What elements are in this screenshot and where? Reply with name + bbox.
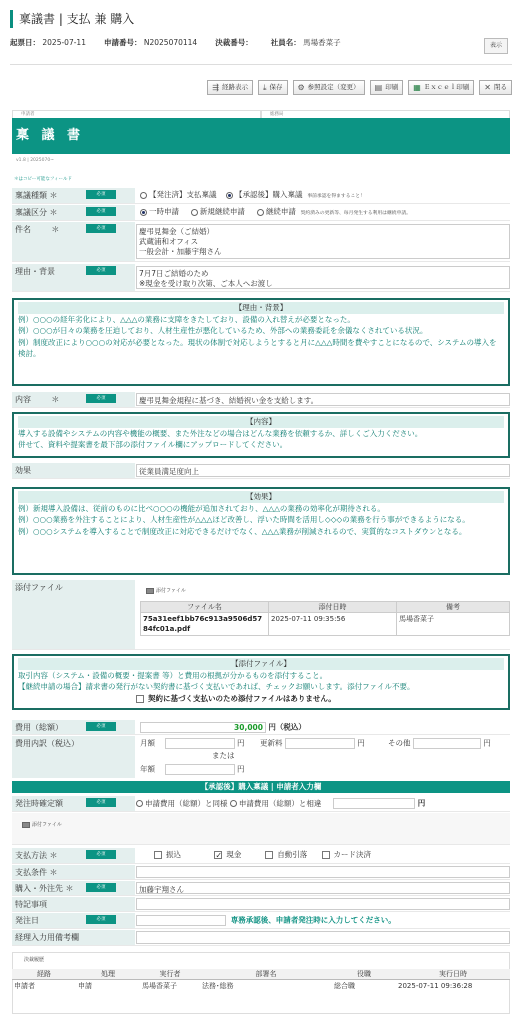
cost-label-text: 費用（総額） [15, 723, 63, 732]
radio-icon [230, 800, 237, 807]
reason-line-2: ※現金を受け取り次第、ご本人へお渡し [139, 279, 273, 288]
orderdate-input[interactable] [136, 915, 226, 926]
history-table [12, 969, 510, 992]
no-attach-label: 契約に基づく支払いのため添付ファイルはありません。 [148, 693, 336, 703]
payment-card[interactable] [322, 850, 372, 859]
guide-content [12, 412, 510, 458]
guide-effect-line: 例）○○○業務を外注することにより、人材生産性が△△△ほど改善し、浮いた時間を活用し◇◇◇の業務を行う事ができるようになる。 [18, 515, 470, 524]
print-label: 印刷 [385, 83, 399, 91]
history-cell: 申請者 [14, 981, 35, 990]
guide-content-line: 導入する設備やシステムの内容や機能の概要、また外注などの場合はどんな業務を依頼するか、詳しくご入力ください。 [18, 428, 423, 438]
radio-selected-icon [140, 209, 147, 216]
acct-field[interactable] [136, 930, 510, 945]
payment-label-text: 支払方法 ＊ [15, 851, 58, 860]
order-amount-input[interactable] [333, 798, 415, 809]
special-label [12, 897, 136, 911]
order-radio-2[interactable] [230, 799, 322, 808]
order-opt1-label: 申請費用（総額）と同様 [145, 798, 228, 808]
checkbox-checked-icon: ✓ [215, 851, 223, 860]
flow-icon: ⇶ [212, 83, 219, 92]
required-badge: 必須 [86, 190, 116, 199]
history-cell: 法務･総務 [202, 981, 234, 990]
required-badge: 必須 [86, 722, 116, 731]
required-badge: 必須 [86, 266, 116, 275]
row-reason [12, 264, 510, 292]
vendor-value: 加藤宇翔さん [136, 882, 510, 894]
required-badge: 必須 [86, 883, 116, 892]
order-attach-label: 添付ファイル [32, 822, 62, 828]
radio-icon [136, 800, 143, 807]
payment-c4-label: カード決済 [333, 850, 372, 859]
app-no-value: N2025070114 [143, 38, 198, 47]
row-order-amount [12, 796, 510, 812]
other-input[interactable] [413, 738, 481, 749]
kind-radio-1[interactable] [140, 190, 217, 199]
div-radio-1[interactable] [140, 207, 179, 216]
settings-label: 参照設定（変更） [307, 83, 360, 91]
payment-c1-label: 振込 [166, 850, 181, 859]
file-table [140, 601, 510, 636]
history-col: 実行日時 [396, 969, 510, 980]
subject-label-text: 件名 [15, 225, 31, 234]
order-attach-button[interactable] [22, 821, 62, 828]
effect-value: 従業員満足度向上 [136, 464, 510, 477]
history-col: 役職 [332, 969, 396, 980]
special-field[interactable] [136, 897, 510, 911]
row-effect [12, 463, 510, 479]
excel-label: Ｅｘｃｅｌ印刷 [423, 83, 470, 91]
orderdate-label [12, 913, 136, 928]
yen-label: 円 [236, 738, 245, 748]
approval-col-general: 総務局 [261, 110, 510, 118]
kind-options [136, 188, 510, 203]
order-opt2-label: 申請費用（総額）と相違 [238, 798, 322, 808]
radio-selected-icon [226, 192, 233, 199]
history-col: 実行者 [140, 969, 200, 980]
div-options [136, 205, 510, 220]
form-banner: 稟 議 書 [12, 118, 510, 154]
content-label: 内容 ＊ 必須 [12, 392, 136, 407]
required-badge: 必須 [86, 394, 116, 403]
div-hint: 契約済みの更新等、毎月発生する利用は継続申請。 [300, 211, 411, 216]
monthly-group [140, 738, 244, 749]
terms-field[interactable] [136, 865, 510, 879]
row-terms [12, 865, 510, 880]
guide-attach [12, 654, 510, 710]
div-opt3-label: 継続申請 [265, 207, 296, 216]
yen-label: 円 [483, 738, 491, 748]
row-order-attach [12, 813, 510, 845]
order-label-text: 発注時確定額 [15, 799, 63, 808]
required-badge: 必須 [86, 915, 116, 924]
kind-label-text: 稟議種類 ＊ [15, 191, 58, 200]
required-badge: 必須 [86, 207, 116, 216]
row-content [12, 392, 510, 408]
subject-label: 件名 ＊ 必須 [12, 222, 136, 261]
breakdown-label [12, 736, 136, 778]
content-value: 慶弔見舞金規程に基づき、結婚祝い金を支給します。 [136, 393, 510, 406]
row-payment [12, 848, 510, 864]
yearly-group [140, 764, 244, 775]
kind-hint: 事前承認を得ますること！ [307, 194, 365, 199]
checkbox-icon [265, 851, 273, 859]
excel-print-button[interactable] [408, 80, 474, 95]
special-label-text: 特記事項 [15, 900, 47, 909]
effect-label [12, 463, 136, 478]
acct-label [12, 930, 136, 945]
history-col: 処理 [76, 969, 140, 980]
attach-icon [22, 822, 30, 828]
div-label-text: 稟議区分 ＊ [15, 208, 58, 217]
subject-line-2: 武蔵浦和オフィス [139, 237, 199, 246]
table-row [12, 980, 510, 992]
file-name-2: 84fc01a.pdf [143, 625, 191, 633]
row-cost [12, 720, 510, 735]
reason-label-text: 理由・背景 [15, 267, 55, 276]
guide-content-head: 【内容】 [18, 416, 504, 428]
reason-field[interactable] [136, 264, 510, 291]
div-radio-3[interactable] [257, 207, 296, 216]
row-breakdown [12, 736, 510, 778]
display-button[interactable]: 表示 [484, 38, 508, 54]
renew-group [260, 738, 365, 749]
route-button[interactable] [207, 80, 253, 95]
route-label: 経路表示 [221, 83, 248, 91]
cost-unit: 円（税込） [268, 722, 306, 732]
history-cell: 申請 [78, 981, 92, 990]
history-cell: 2025-07-11 09:36:28 [398, 981, 473, 990]
row-subject [12, 222, 510, 262]
employee-label: 社員名： [270, 38, 301, 47]
vendor-label-text: 購入・外注先 ＊ [15, 884, 74, 893]
other-label: その他 [388, 738, 411, 748]
approval-col-applicant: 申請者 [12, 110, 261, 118]
div-radio-2[interactable] [191, 207, 245, 216]
file-col-name: ファイル名 [141, 602, 269, 613]
kind-opt2-label: 【承認後】購入稟議 [235, 190, 303, 199]
row-division [12, 205, 510, 221]
header-meta [10, 38, 430, 48]
copy-note: ＊はコピー可能なフィールド [14, 177, 72, 182]
row-vendor [12, 881, 510, 896]
terms-label-text: 支払条件 ＊ [15, 868, 58, 877]
file-col-note: 備考 [397, 602, 510, 613]
reason-label [12, 264, 136, 291]
print-icon: ▤ [374, 83, 383, 92]
guide-attach-line: 取引内容（システム・設備の概要・提案書 等）と費用の根拠が分かるものを添付すること。 [18, 670, 328, 680]
content-field[interactable] [136, 392, 510, 407]
history-col: 経路 [12, 969, 76, 980]
effect-label-text: 効果 [15, 466, 31, 475]
settings-button[interactable] [293, 80, 365, 95]
checkbox-icon [136, 695, 144, 703]
file-date-cell: 2025-07-11 09:35:56 [269, 613, 397, 636]
cost-input[interactable]: 30,000 [140, 722, 266, 733]
yen-label: 円 [236, 764, 245, 774]
required-badge: 必須 [86, 798, 116, 807]
payment-cash[interactable] [214, 850, 241, 859]
toolbar [170, 80, 512, 95]
effect-field[interactable] [136, 463, 510, 478]
required-badge: 必須 [86, 850, 116, 859]
acct-label-text: 経理入力用備考欄 [15, 933, 79, 942]
row-acct [12, 930, 510, 946]
subject-line-3: 一般会計・加藤宇翔さん [139, 247, 222, 256]
history-cell: 馬場香菜子 [142, 981, 177, 990]
orderdate-hint: 専務承認後、申請者発注時に入力してください。 [230, 915, 396, 925]
file-note-cell: 馬場香菜子 [397, 613, 510, 636]
history-col: 部署名 [200, 969, 332, 980]
guide-reason-line: 例）○○○の経年劣化により、△△△の業務に支障をきたしており、設備の入れ替えが必要となった。 [18, 314, 355, 324]
orderdate-label-text: 発注日 [15, 916, 39, 925]
radio-icon [140, 192, 147, 199]
close-button[interactable] [479, 80, 512, 95]
order-radio-1[interactable] [136, 799, 228, 808]
approval-header [12, 110, 510, 118]
yen-label: 円 [357, 738, 365, 748]
guide-attach-head: 【添付ファイル】 [18, 658, 504, 670]
date-label: 起票日： [10, 38, 40, 47]
payment-c3-label: 自動引落 [277, 850, 308, 859]
yen-label: 円 [417, 798, 426, 808]
row-order-date [12, 913, 510, 929]
div-opt2-label: 新規継続申請 [199, 207, 245, 216]
row-kind [12, 188, 510, 204]
order-label [12, 796, 136, 811]
payment-auto[interactable] [265, 850, 307, 859]
renew-input[interactable] [285, 738, 355, 749]
print-button[interactable] [370, 80, 404, 95]
div-label [12, 205, 136, 220]
payment-options [136, 848, 510, 863]
breakdown-field [136, 736, 510, 778]
attach-btn-label: 添付ファイル [156, 588, 186, 594]
guide-effect-line: 例）新規導入設備は、従前のものに比べ○○○の機能が追加されており、△△△の業務の効率化が期待される。 [18, 503, 385, 513]
attach-label-text: 添付ファイル [15, 583, 63, 592]
checkbox-icon [322, 851, 330, 859]
order-field [136, 796, 510, 811]
guide-effect [12, 487, 510, 575]
payment-c2-label: 現金 [226, 850, 242, 859]
version-text: v1.8 | 2025070~ [16, 158, 55, 163]
no-attach-checkbox[interactable] [18, 693, 504, 705]
renew-label: 更新料 [260, 738, 283, 748]
monthly-input[interactable] [165, 738, 235, 749]
yearly-input[interactable] [165, 764, 235, 775]
divider [10, 64, 512, 65]
orderdate-field [136, 913, 510, 928]
guide-reason-line: 例）制度改正により○○○の対応が必要となった。現状の体制で対応しようとすると月に△△△時間を費やすことになるので、システムの導入を検討。 [18, 337, 497, 358]
close-icon: ✕ [484, 83, 491, 92]
content-label-text: 内容 [15, 395, 31, 404]
history-cell: 総合職 [334, 981, 355, 990]
date-value: 2025-07-11 [42, 38, 86, 47]
yearly-label: 年額 [140, 764, 155, 774]
page-title: 稟議書 | 支払 兼 購入 [10, 10, 134, 28]
table-row [141, 613, 510, 636]
breakdown-label-text: 費用内訳（税込） [15, 739, 79, 748]
or-label: または [212, 751, 235, 760]
file-col-date: 添付日時 [269, 602, 397, 613]
subject-line-1: 慶弔見舞金（ご結婚） [139, 227, 214, 236]
reason-line-1: 7月7日ご結婚のため [139, 269, 209, 278]
cost-label [12, 720, 136, 734]
terms-label [12, 865, 136, 879]
checkbox-icon [154, 851, 162, 859]
payment-label [12, 848, 136, 863]
guide-content-line: 併せて、資料や提案書を最下部の添付ファイル欄にアップロードしてください。 [18, 440, 288, 449]
employee-value: 馬場香菜子 [303, 38, 341, 47]
row-special [12, 897, 510, 912]
attach-label [12, 580, 136, 649]
guide-effect-line: 例）○○○システムを導入することで制度改正に対応できるだけでなく、△△△業務が削減されるので、実質的なコストダウンとなる。 [18, 526, 467, 536]
guide-reason [12, 298, 510, 386]
monthly-label: 月額 [140, 738, 155, 748]
guide-attach-line: 【継続申請の場合】請求書の発行がない契約書に基づく支払いであれば、チェックお願いします。添付ファイル不要。 [18, 682, 415, 691]
excel-icon: ▦ [413, 83, 421, 92]
settings-icon: ⚙ [297, 83, 305, 92]
radio-icon [191, 209, 198, 216]
app-no-label: 申請番号： [103, 38, 142, 47]
kind-opt1-label: 【発注済】支払稟議 [149, 190, 217, 199]
subject-field[interactable] [136, 222, 510, 261]
required-badge: 必須 [86, 224, 116, 233]
cost-field [136, 720, 510, 734]
kind-label [12, 188, 136, 203]
vendor-field[interactable] [136, 881, 510, 895]
div-opt1-label: 一時申請 [149, 207, 179, 216]
close-label: 閉る [494, 83, 507, 91]
other-group [388, 738, 491, 749]
attach-button[interactable] [146, 587, 186, 594]
section-approved: 【承認後】購入稟議 | 申請者入力欄 [12, 781, 510, 793]
history-title: 決裁履歴 [24, 957, 45, 963]
radio-icon [257, 209, 264, 216]
guide-reason-head: 【理由・背景】 [18, 302, 504, 314]
save-button[interactable] [258, 80, 288, 95]
payment-transfer[interactable] [154, 850, 181, 859]
vendor-label [12, 881, 136, 895]
file-name-cell[interactable] [141, 613, 269, 636]
decision-no-label: 決裁番号： [215, 38, 253, 47]
guide-effect-head: 【効果】 [18, 491, 504, 503]
attach-icon [146, 588, 154, 594]
kind-radio-2[interactable] [226, 190, 303, 199]
guide-reason-line: 例）○○○が日々の業務を圧迫しており、人材生産性が悪化しているため、外部への業務委託を余儀なくされている状況。 [18, 326, 428, 335]
save-label: 保存 [269, 83, 283, 91]
file-name-1: 75a31eef1bb76c913a9506d57 [143, 615, 263, 623]
save-icon: ⤓ [262, 83, 267, 92]
